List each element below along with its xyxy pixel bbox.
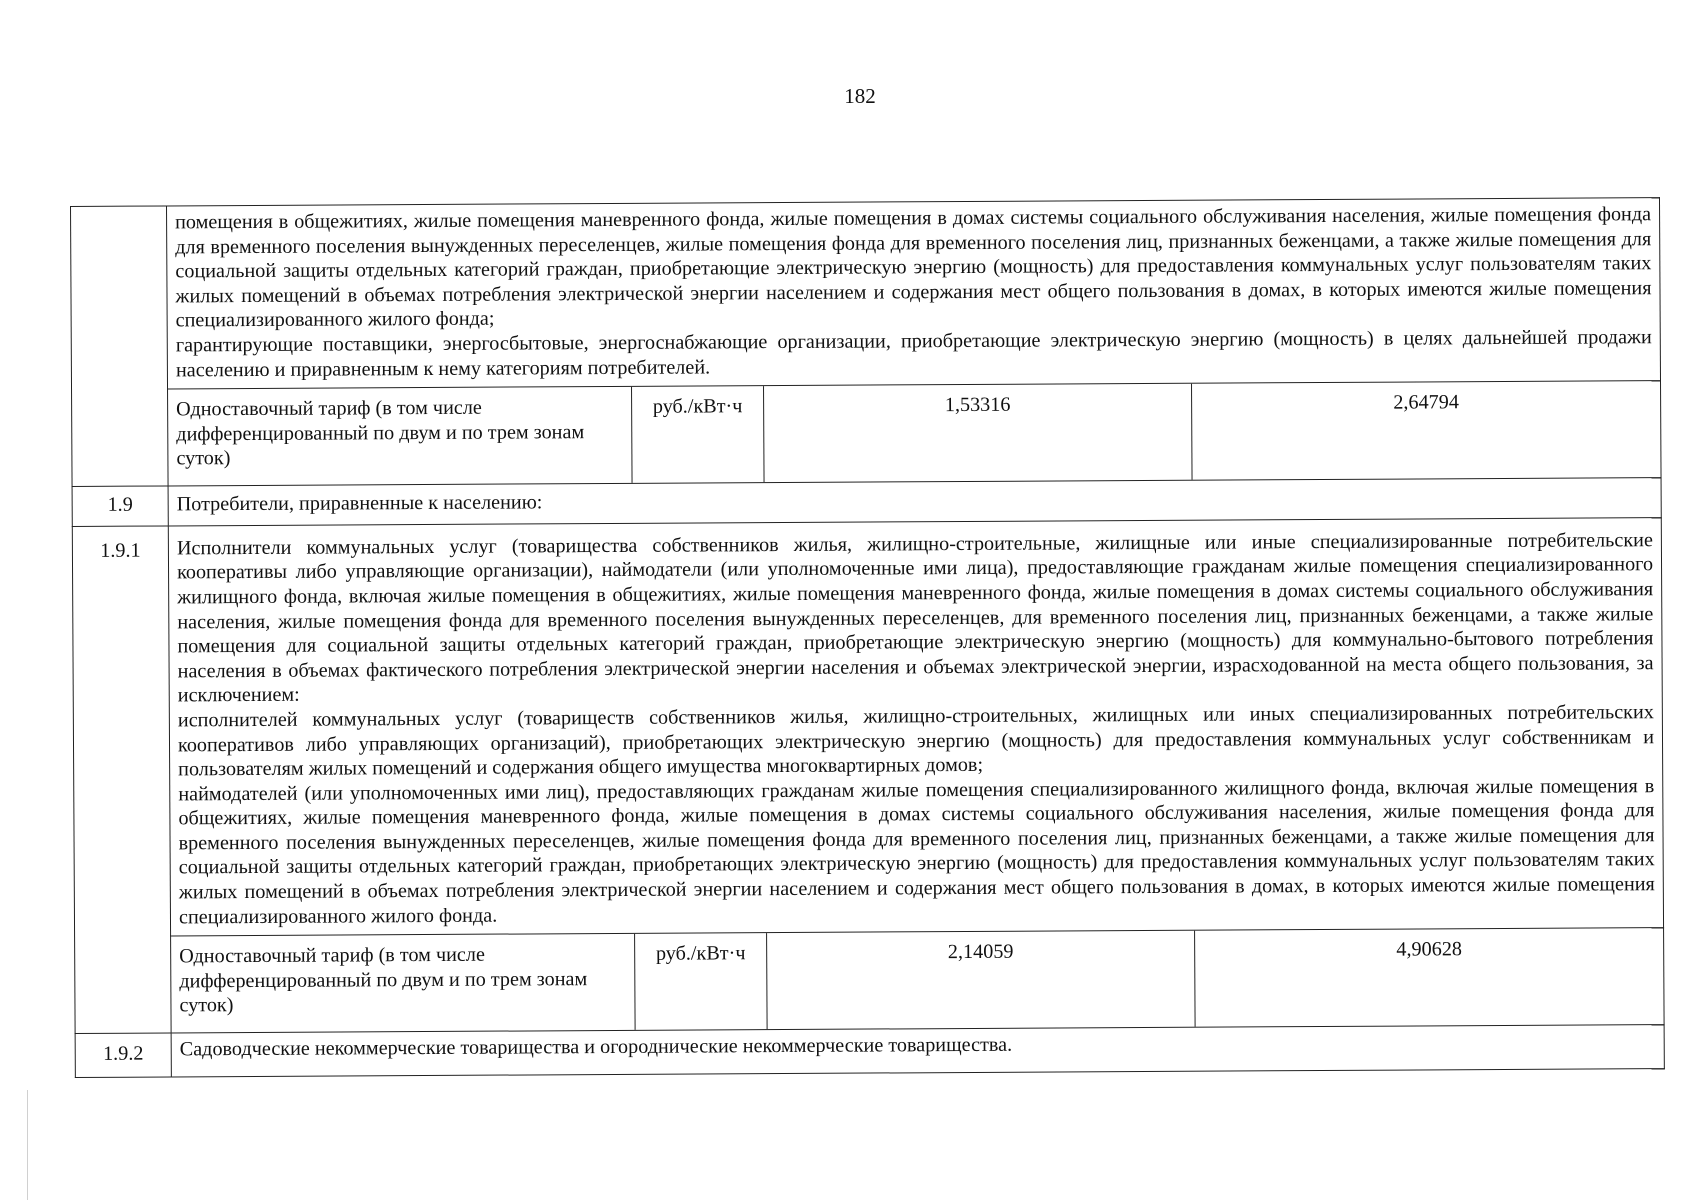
description-paragraph: наймодателей (или уполномоченных ими лиц), предоставляющих гражданам жилые помещения специализированного жилищного фонда, включая жилые помещения в общежитиях, жилые помещения маневренного фонда, жилые помещения в домах системы социального обслуживания населения, жилые помещения фонда для временного поселения вынужденных переселенцев, жилые помещения фонда для временного поселения лиц, признанных беженцами, а также жилые помещения для социальной защиты отдельных категорий граждан, приобретающих электрическую энергию (мощность) для предоставления коммунальных услуг пользователям таких жилых помещений в объемах потребления электрической энергии населением и содержания мест общего пользования в домах, в которых имеются жилые помещения специализированного жилого фонда. [178,774,1655,929]
description-paragraph: гарантирующие поставщики, энергосбытовые, энергоснабжающие организации, приобретающие электрическую энергию (мощность) в целях дальнейшей продажи населению и приравненным к нему категориям потребителей. [175,326,1652,381]
tariff-unit: руб./кВт·ч [632,386,765,483]
row-number [71,206,169,487]
tariff-table [70,197,1665,1078]
tariff-value-second-half: 4,90628 [1195,928,1664,1027]
tariff-inner-table [168,381,1661,485]
description-paragraph: исполнителей коммунальных услуг (товариществ собственников жилья, жилищно-строительных, жилищных или иных специализированных потребительских кооперативов либо управляющих организаций), приобретающих электрическую энергию (мощность) для предоставления коммунальных услуг собственникам и пользователям жилых помещений и содержания общего имущества многоквартирных домов; [177,701,1655,781]
tariff-row [75,928,1665,1034]
page-number: 182 [844,84,876,108]
scan-edge-mark [27,1090,28,1200]
row-description [168,517,1663,936]
row-description: Садоводческие некоммерческие товарищества и огороднические некоммерческие товарищества. [171,1025,1664,1077]
tariff-row [72,381,1662,487]
tariff-unit: руб./кВт·ч [635,933,768,1030]
row-number: 1.9.1 [72,526,171,1034]
description-paragraph: помещения в общежитиях, жилые помещения маневренного фонда, жилые помещения в домах системы социального обслуживания населения, жилые помещения фонда для временного поселения вынужденных переселенцев, жилые помещения фонда для временного поселения лиц, признанных беженцами, а также жилые помещения для социальной защиты отдельных категорий граждан, приобретающие электрическую энергию (мощность) для предоставления коммунальных услуг пользователям таких жилых помещений в объемах потребления электрической энергии населением и содержания мест общего пользования в домах, в которых имеются жилые помещения специализированного жилого фонда; [175,203,1652,332]
row-description: Потребители, приравненные к населению: [168,478,1661,526]
tariff-inner-table [171,928,1664,1032]
table-row [72,517,1663,936]
tariff-name: Одноставочный тариф (в том числе дифференцированный по двум и по трем зонам суток) [176,396,585,470]
tariff-value-first-half: 1,53316 [764,384,1193,482]
tariff-cell [171,928,1665,1033]
table-row [71,198,1661,390]
tariff-name: Одноставочный тариф (в том числе дифференцированный по двум и по трем зонам суток) [179,943,588,1017]
row-description [167,198,1661,389]
tariff-cell [168,381,1662,486]
table-row [75,1025,1664,1077]
row-number: 1.9.2 [75,1033,171,1077]
tariff-value-first-half: 2,14059 [767,931,1196,1029]
tariff-value-second-half: 2,64794 [1192,381,1661,480]
row-number: 1.9 [72,486,168,526]
description-paragraph: Исполнители коммунальных услуг (товарищества собственников жилья, жилищно-строительные, жилищные или иные специализированные потребительские кооперативы либо управляющие организации), наймодатели (или уполномоченные ими лица), предоставляющие гражданам жилые помещения специализированного жилищного фонда, включая жилые помещения в общежитиях, жилые помещения маневренного фонда, жилые помещения в домах системы социального обслуживания населения, жилые помещения фонда для временного поселения вынужденных переселенцев, для временного поселения лиц, признанных беженцами, а также жилые помещения для социальной защиты отдельных категорий граждан, приобретающие электрическую энергию (мощность) для коммунально-бытового потребления населения в объемах фактического потребления электрической энергии населения и объемах электрической энергии, израсходованной на места общего пользования, за исключением: [176,528,1654,707]
